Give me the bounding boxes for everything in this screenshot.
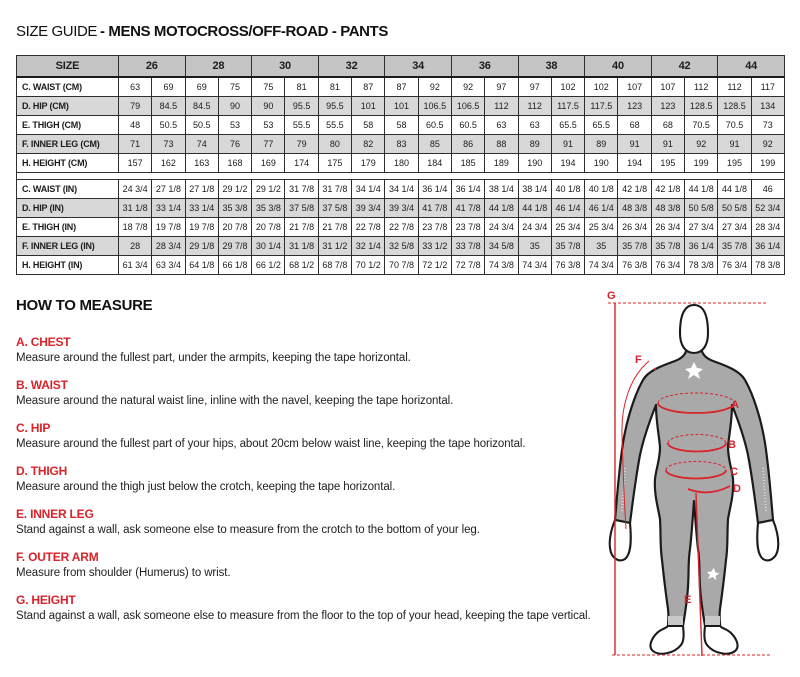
- size-value-cell: 190: [585, 154, 618, 173]
- size-value-cell: 44 1/8: [518, 199, 551, 218]
- size-value-cell: 44 1/8: [718, 180, 751, 199]
- measure-item-label: A. CHEST: [16, 335, 71, 349]
- measure-item-label: B. WAIST: [16, 378, 68, 392]
- measure-item-label: C. HIP: [16, 421, 51, 435]
- size-column-header: 30: [252, 56, 319, 78]
- size-value-cell: 78 3/8: [751, 256, 784, 275]
- size-value-cell: 74 3/8: [485, 256, 518, 275]
- size-value-cell: 169: [252, 154, 285, 173]
- size-value-cell: 91: [551, 135, 584, 154]
- size-value-cell: 92: [418, 77, 451, 97]
- size-value-cell: 63: [485, 116, 518, 135]
- size-value-cell: 157: [119, 154, 152, 173]
- size-value-cell: 29 1/2: [252, 180, 285, 199]
- size-value-cell: 117: [751, 77, 784, 97]
- size-value-cell: 24 3/4: [119, 180, 152, 199]
- size-value-cell: 29 7/8: [218, 237, 251, 256]
- size-table-row: [17, 135, 785, 154]
- size-value-cell: 107: [618, 77, 651, 97]
- size-table-row: [17, 199, 785, 218]
- size-value-cell: 36 1/4: [418, 180, 451, 199]
- outer-arm-start-dot: [654, 368, 656, 370]
- size-value-cell: 70.5: [718, 116, 751, 135]
- size-value-cell: 76 3/8: [551, 256, 584, 275]
- size-column-header: 42: [651, 56, 718, 78]
- how-to-measure-heading: HOW TO MEASURE: [16, 297, 153, 314]
- size-value-cell: 123: [651, 97, 684, 116]
- row-label: C. WAIST (IN): [17, 180, 119, 199]
- measure-item-text: Measure around the natural waist line, inline with the navel, keeping the tape horizontal.: [16, 395, 454, 407]
- measure-item-text: Stand against a wall, ask someone else to measure from the floor to the top of your head, keeping the tape vertical.: [16, 610, 591, 622]
- size-value-cell: 97: [518, 77, 551, 97]
- measure-item-text: Measure around the fullest part of your hips, about 20cm below waist line, keeping the tape horizontal.: [16, 438, 526, 450]
- size-value-cell: 75: [252, 77, 285, 97]
- size-value-cell: 90: [252, 97, 285, 116]
- size-value-cell: 190: [518, 154, 551, 173]
- size-value-cell: 68 1/2: [285, 256, 318, 275]
- size-value-cell: 27 1/8: [185, 180, 218, 199]
- size-value-cell: 73: [152, 135, 185, 154]
- size-value-cell: 107: [651, 77, 684, 97]
- size-value-cell: 25 3/4: [585, 218, 618, 237]
- size-value-cell: 185: [451, 154, 484, 173]
- hand-left: [610, 520, 631, 560]
- size-column-header: 28: [185, 56, 252, 78]
- size-value-cell: 24 3/4: [485, 218, 518, 237]
- size-value-cell: 101: [352, 97, 385, 116]
- size-value-cell: 75: [218, 77, 251, 97]
- size-value-cell: 199: [685, 154, 718, 173]
- size-value-cell: 195: [651, 154, 684, 173]
- size-table-row: [17, 256, 785, 275]
- figure-label-b: B: [728, 439, 736, 451]
- figure-label-a: A: [731, 399, 739, 411]
- size-value-cell: 35 3/8: [218, 199, 251, 218]
- size-column-header: 26: [119, 56, 186, 78]
- size-value-cell: 19 7/8: [152, 218, 185, 237]
- size-value-cell: 41 7/8: [418, 199, 451, 218]
- measure-item-text: Measure from shoulder (Humerus) to wrist.: [16, 567, 231, 579]
- size-value-cell: 80: [318, 135, 351, 154]
- size-value-cell: 31 7/8: [318, 180, 351, 199]
- size-value-cell: 32 1/4: [352, 237, 385, 256]
- size-column-header: 32: [318, 56, 385, 78]
- size-value-cell: 29 1/2: [218, 180, 251, 199]
- row-label: H. HEIGHT (CM): [17, 154, 119, 173]
- size-value-cell: 44 1/8: [485, 199, 518, 218]
- size-value-cell: 180: [385, 154, 418, 173]
- size-value-cell: 134: [751, 97, 784, 116]
- size-value-cell: 22 7/8: [385, 218, 418, 237]
- size-value-cell: 112: [485, 97, 518, 116]
- row-label: F. INNER LEG (IN): [17, 237, 119, 256]
- size-value-cell: 76: [218, 135, 251, 154]
- size-value-cell: 91: [651, 135, 684, 154]
- size-value-cell: 128.5: [718, 97, 751, 116]
- size-value-cell: 29 1/8: [185, 237, 218, 256]
- size-value-cell: 27 3/4: [685, 218, 718, 237]
- size-table-row: [17, 218, 785, 237]
- size-value-cell: 35 3/8: [252, 199, 285, 218]
- figure-label-g: G: [607, 290, 616, 302]
- size-value-cell: 68: [651, 116, 684, 135]
- size-value-cell: 66 1/8: [218, 256, 251, 275]
- size-value-cell: 22 7/8: [352, 218, 385, 237]
- size-value-cell: 35 7/8: [618, 237, 651, 256]
- measure-item: [16, 550, 601, 580]
- head: [680, 305, 708, 353]
- size-value-cell: 179: [352, 154, 385, 173]
- size-value-cell: 23 7/8: [418, 218, 451, 237]
- size-value-cell: 87: [352, 77, 385, 97]
- row-label: E. THIGH (IN): [17, 218, 119, 237]
- size-value-cell: 35 7/8: [718, 237, 751, 256]
- size-value-cell: 40 1/8: [585, 180, 618, 199]
- size-value-cell: 81: [285, 77, 318, 97]
- size-value-cell: 38 1/4: [485, 180, 518, 199]
- size-value-cell: 106.5: [451, 97, 484, 116]
- size-value-cell: 31 1/8: [119, 199, 152, 218]
- table-section-divider: [17, 173, 785, 180]
- size-value-cell: 189: [485, 154, 518, 173]
- size-value-cell: 32 5/8: [385, 237, 418, 256]
- size-value-cell: 40 1/8: [551, 180, 584, 199]
- size-value-cell: 41 7/8: [451, 199, 484, 218]
- measure-item: [16, 593, 601, 623]
- size-value-cell: 184: [418, 154, 451, 173]
- measure-item: [16, 378, 601, 408]
- size-value-cell: 26 3/4: [651, 218, 684, 237]
- size-value-cell: 112: [685, 77, 718, 97]
- size-value-cell: 34 1/4: [385, 180, 418, 199]
- size-table-row: [17, 97, 785, 116]
- size-value-cell: 83: [385, 135, 418, 154]
- how-to-measure-section: [16, 297, 601, 636]
- figure-label-e: E: [684, 594, 692, 606]
- size-value-cell: 36 1/4: [751, 237, 784, 256]
- size-value-cell: 35 7/8: [551, 237, 584, 256]
- size-value-cell: 48 3/8: [618, 199, 651, 218]
- size-value-cell: 91: [618, 135, 651, 154]
- size-value-cell: 42 1/8: [651, 180, 684, 199]
- size-value-cell: 117.5: [585, 97, 618, 116]
- size-value-cell: 85: [418, 135, 451, 154]
- measurement-figure: [598, 283, 800, 677]
- measure-item: [16, 335, 601, 365]
- figure-label-d: D: [733, 483, 741, 495]
- size-value-cell: 72 1/2: [418, 256, 451, 275]
- size-value-cell: 25 3/4: [551, 218, 584, 237]
- size-value-cell: 36 1/4: [685, 237, 718, 256]
- measure-item: [16, 464, 601, 494]
- size-value-cell: 128.5: [685, 97, 718, 116]
- size-value-cell: 39 3/4: [352, 199, 385, 218]
- size-value-cell: 38 1/4: [518, 180, 551, 199]
- size-column-header: 34: [385, 56, 452, 78]
- size-value-cell: 92: [451, 77, 484, 97]
- measure-item-label: F. OUTER ARM: [16, 550, 99, 564]
- size-value-cell: 95.5: [318, 97, 351, 116]
- size-value-cell: 101: [385, 97, 418, 116]
- size-value-cell: 63: [119, 77, 152, 97]
- size-column-header: 40: [585, 56, 652, 78]
- size-value-cell: 81: [318, 77, 351, 97]
- size-value-cell: 64 1/8: [185, 256, 218, 275]
- size-value-cell: 79: [119, 97, 152, 116]
- size-value-cell: 194: [618, 154, 651, 173]
- size-value-cell: 65.5: [585, 116, 618, 135]
- measure-item-label: E. INNER LEG: [16, 507, 94, 521]
- size-value-cell: 48 3/8: [651, 199, 684, 218]
- row-label: H. HEIGHT (IN): [17, 256, 119, 275]
- measure-item: [16, 421, 601, 451]
- size-value-cell: 78 3/8: [685, 256, 718, 275]
- size-value-cell: 195: [718, 154, 751, 173]
- size-value-cell: 19 7/8: [185, 218, 218, 237]
- size-table-row: [17, 180, 785, 199]
- size-value-cell: 199: [751, 154, 784, 173]
- size-value-cell: 35: [585, 237, 618, 256]
- size-value-cell: 112: [518, 97, 551, 116]
- size-value-cell: 77: [252, 135, 285, 154]
- size-value-cell: 53: [252, 116, 285, 135]
- measure-item-label: D. THIGH: [16, 464, 68, 478]
- measure-item-text: Stand against a wall, ask someone else to measure from the crotch to the bottom of your leg.: [16, 524, 480, 536]
- size-value-cell: 30 1/4: [252, 237, 285, 256]
- size-value-cell: 174: [285, 154, 318, 173]
- size-value-cell: 102: [585, 77, 618, 97]
- size-value-cell: 74: [185, 135, 218, 154]
- size-table: [16, 55, 785, 275]
- size-value-cell: 31 1/8: [285, 237, 318, 256]
- size-value-cell: 42 1/8: [618, 180, 651, 199]
- size-value-cell: 37 5/8: [285, 199, 318, 218]
- size-table-header-row: [17, 56, 785, 78]
- size-value-cell: 194: [551, 154, 584, 173]
- size-value-cell: 23 7/8: [451, 218, 484, 237]
- size-value-cell: 61 3/4: [119, 256, 152, 275]
- size-value-cell: 55.5: [285, 116, 318, 135]
- size-value-cell: 46 1/4: [585, 199, 618, 218]
- size-value-cell: 26 3/4: [618, 218, 651, 237]
- size-value-cell: 74 3/4: [585, 256, 618, 275]
- size-value-cell: 50 5/8: [718, 199, 751, 218]
- size-value-cell: 76 3/8: [618, 256, 651, 275]
- size-value-cell: 46: [751, 180, 784, 199]
- size-value-cell: 72 7/8: [451, 256, 484, 275]
- size-value-cell: 33 1/4: [185, 199, 218, 218]
- measure-list: [16, 335, 601, 623]
- size-value-cell: 28: [119, 237, 152, 256]
- size-value-cell: 31 1/2: [318, 237, 351, 256]
- size-value-cell: 97: [485, 77, 518, 97]
- size-value-cell: 34 5/8: [485, 237, 518, 256]
- size-value-cell: 65.5: [551, 116, 584, 135]
- size-value-cell: 60.5: [418, 116, 451, 135]
- size-value-cell: 63 3/4: [152, 256, 185, 275]
- size-value-cell: 123: [618, 97, 651, 116]
- size-value-cell: 18 7/8: [119, 218, 152, 237]
- size-value-cell: 21 7/8: [318, 218, 351, 237]
- size-value-cell: 20 7/8: [218, 218, 251, 237]
- size-value-cell: 95.5: [285, 97, 318, 116]
- size-value-cell: 91: [718, 135, 751, 154]
- size-value-cell: 33 1/2: [418, 237, 451, 256]
- foot-left: [650, 626, 683, 654]
- measure-item-text: Measure around the thigh just below the crotch, keeping the tape horizontal.: [16, 481, 396, 493]
- size-value-cell: 70 1/2: [352, 256, 385, 275]
- figure-label-f: F: [635, 354, 642, 366]
- size-value-cell: 27 3/4: [718, 218, 751, 237]
- row-label: E. THIGH (CM): [17, 116, 119, 135]
- size-value-cell: 48: [119, 116, 152, 135]
- size-value-cell: 58: [385, 116, 418, 135]
- size-value-cell: 87: [385, 77, 418, 97]
- size-value-cell: 27 1/8: [152, 180, 185, 199]
- size-value-cell: 71: [119, 135, 152, 154]
- size-value-cell: 46 1/4: [551, 199, 584, 218]
- size-value-cell: 168: [218, 154, 251, 173]
- size-value-cell: 69: [185, 77, 218, 97]
- size-value-cell: 76 3/4: [651, 256, 684, 275]
- page-title-prefix: SIZE GUIDE: [16, 23, 98, 40]
- size-value-cell: 74 3/4: [518, 256, 551, 275]
- size-value-cell: 84.5: [152, 97, 185, 116]
- row-label: C. WAIST (CM): [17, 77, 119, 97]
- size-value-cell: 88: [485, 135, 518, 154]
- measure-item-label: G. HEIGHT: [16, 593, 76, 607]
- size-value-cell: 35: [518, 237, 551, 256]
- foot-right: [704, 626, 737, 654]
- page-title-main: - MENS MOTOCROSS/OFF-ROAD - PANTS: [100, 23, 388, 40]
- size-value-cell: 117.5: [551, 97, 584, 116]
- size-value-cell: 52 3/4: [751, 199, 784, 218]
- body-silhouette: [615, 346, 773, 626]
- size-value-cell: 35 7/8: [651, 237, 684, 256]
- size-value-cell: 33 7/8: [451, 237, 484, 256]
- size-value-cell: 79: [285, 135, 318, 154]
- size-value-cell: 76 3/4: [718, 256, 751, 275]
- size-value-cell: 20 7/8: [252, 218, 285, 237]
- size-value-cell: 66 1/2: [252, 256, 285, 275]
- size-value-cell: 58: [352, 116, 385, 135]
- measure-item-text: Measure around the fullest part, under the armpits, keeping the tape horizontal.: [16, 352, 411, 364]
- row-label: D. HIP (CM): [17, 97, 119, 116]
- size-value-cell: 36 1/4: [451, 180, 484, 199]
- size-value-cell: 106.5: [418, 97, 451, 116]
- size-value-cell: 112: [718, 77, 751, 97]
- size-column-header: 44: [718, 56, 785, 78]
- size-value-cell: 21 7/8: [285, 218, 318, 237]
- size-value-cell: 55.5: [318, 116, 351, 135]
- size-value-cell: 84.5: [185, 97, 218, 116]
- size-value-cell: 31 7/8: [285, 180, 318, 199]
- size-value-cell: 69: [152, 77, 185, 97]
- ankle-band-right: [705, 616, 720, 625]
- size-value-cell: 90: [218, 97, 251, 116]
- ankle-band-left: [668, 616, 683, 625]
- size-value-cell: 34 1/4: [352, 180, 385, 199]
- hand-right: [757, 520, 778, 560]
- size-table-corner: SIZE: [17, 56, 119, 78]
- size-value-cell: 162: [152, 154, 185, 173]
- size-value-cell: 68: [618, 116, 651, 135]
- size-value-cell: 163: [185, 154, 218, 173]
- size-value-cell: 102: [551, 77, 584, 97]
- size-value-cell: 82: [352, 135, 385, 154]
- size-value-cell: 28 3/4: [152, 237, 185, 256]
- size-value-cell: 70 7/8: [385, 256, 418, 275]
- page-title: [16, 23, 388, 40]
- size-table-row: [17, 77, 785, 97]
- table-section-divider-row: [17, 173, 785, 180]
- size-value-cell: 86: [451, 135, 484, 154]
- size-value-cell: 53: [218, 116, 251, 135]
- size-value-cell: 60.5: [451, 116, 484, 135]
- size-table-row: [17, 154, 785, 173]
- size-value-cell: 70.5: [685, 116, 718, 135]
- size-value-cell: 175: [318, 154, 351, 173]
- size-value-cell: 89: [518, 135, 551, 154]
- size-value-cell: 92: [751, 135, 784, 154]
- size-value-cell: 39 3/4: [385, 199, 418, 218]
- size-value-cell: 50 5/8: [685, 199, 718, 218]
- size-value-cell: 92: [685, 135, 718, 154]
- size-value-cell: 50.5: [185, 116, 218, 135]
- figure-label-c: C: [730, 466, 738, 478]
- size-value-cell: 37 5/8: [318, 199, 351, 218]
- size-table-row: [17, 116, 785, 135]
- row-label: F. INNER LEG (CM): [17, 135, 119, 154]
- size-value-cell: 33 1/4: [152, 199, 185, 218]
- measure-item: [16, 507, 601, 537]
- size-value-cell: 28 3/4: [751, 218, 784, 237]
- size-value-cell: 50.5: [152, 116, 185, 135]
- size-value-cell: 68 7/8: [318, 256, 351, 275]
- size-table-row: [17, 237, 785, 256]
- size-value-cell: 73: [751, 116, 784, 135]
- size-value-cell: 89: [585, 135, 618, 154]
- size-value-cell: 44 1/8: [685, 180, 718, 199]
- row-label: D. HIP (IN): [17, 199, 119, 218]
- size-value-cell: 24 3/4: [518, 218, 551, 237]
- size-column-header: 38: [518, 56, 585, 78]
- size-value-cell: 63: [518, 116, 551, 135]
- size-column-header: 36: [451, 56, 518, 78]
